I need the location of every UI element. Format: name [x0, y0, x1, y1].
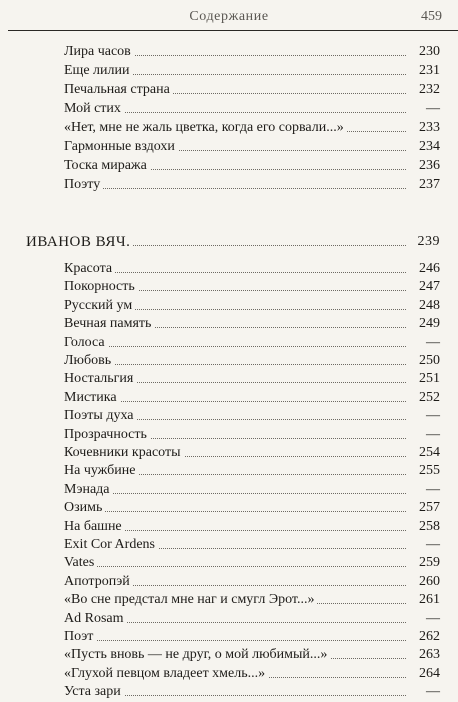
entry-title: «Глухой певцом владеет хмель...»: [64, 664, 268, 684]
entry-page-number: 234: [406, 137, 440, 157]
entry-title: Печальная страна: [64, 80, 173, 100]
entry-page-number: 232: [406, 80, 440, 100]
page-number: 459: [421, 9, 442, 24]
dot-leader: [64, 272, 406, 273]
entry-page-number: 262: [406, 627, 440, 647]
toc-entry: [64, 296, 440, 316]
entry-title: Поэту: [64, 175, 103, 195]
toc-entry: [64, 627, 440, 647]
entry-title: Тоска миража: [64, 156, 150, 176]
toc-entry: [64, 590, 440, 610]
entry-title: Апотропэй: [64, 572, 133, 592]
entry-title: Ad Rosam: [64, 609, 127, 629]
toc-entry: [64, 664, 440, 684]
entry-title: Vates: [64, 553, 97, 573]
toc-entry: [64, 61, 440, 81]
entry-page-number: —: [406, 609, 440, 629]
toc-entry: [64, 553, 440, 573]
toc-entry: [64, 572, 440, 592]
entry-title: Покорность: [64, 277, 138, 297]
entry-title: Прозрачность: [64, 425, 150, 445]
entry-page-number: 236: [406, 156, 440, 176]
entry-page-number: 254: [406, 443, 440, 463]
entry-page-number: —: [406, 333, 440, 353]
toc-entry: [64, 351, 440, 371]
entry-page-number: 252: [406, 388, 440, 408]
entry-title: Еще лилии: [64, 61, 133, 81]
entry-page-number: 259: [406, 553, 440, 573]
toc-entry: [64, 388, 440, 408]
entry-page-number: 247: [406, 277, 440, 297]
entry-title: Любовь: [64, 351, 114, 371]
entry-title: Мой стих: [64, 99, 124, 119]
dot-leader: [64, 346, 406, 347]
entry-page-number: 246: [406, 259, 440, 279]
toc-entry: [64, 369, 440, 389]
entry-title: На чужбине: [64, 461, 139, 481]
toc-entry: [64, 609, 440, 629]
toc-entry: [64, 406, 440, 426]
toc-entry: [64, 118, 440, 138]
entry-page-number: 230: [406, 42, 440, 62]
toc-entry: [64, 277, 440, 297]
entry-page-number: 237: [406, 175, 440, 195]
entry-page-number: 248: [406, 296, 440, 316]
dot-leader: [64, 566, 406, 567]
header-rule: [8, 30, 458, 31]
toc-entry: [64, 498, 440, 518]
toc-entry: [64, 259, 440, 279]
entry-title: Красота: [64, 259, 115, 279]
entry-title: «Нет, мне не жаль цветка, когда его сорвали...»: [64, 118, 347, 138]
entry-title: Озимь: [64, 498, 105, 518]
entry-title: Exit Cor Ardens: [64, 535, 158, 555]
entry-page-number: 255: [406, 461, 440, 481]
entry-page-number: 239: [406, 232, 440, 252]
toc-entry: [64, 137, 440, 157]
toc-entry: [64, 314, 440, 334]
entry-title: Гармонные вздохи: [64, 137, 178, 157]
entry-title: «Во сне предстал мне наг и смугл Эрот...»: [64, 590, 317, 610]
entry-page-number: 251: [406, 369, 440, 389]
dot-leader: [64, 364, 406, 365]
entry-title: Лира часов: [64, 42, 134, 62]
toc-entry: [64, 175, 440, 195]
entry-page-number: 258: [406, 517, 440, 537]
entry-page-number: 233: [406, 118, 440, 138]
toc-entry: [64, 42, 440, 62]
entry-page-number: —: [406, 425, 440, 445]
toc-entry: [64, 682, 440, 702]
entry-title: Поэты духа: [64, 406, 136, 426]
toc-entry: [64, 333, 440, 353]
entry-title: Поэт: [64, 627, 96, 647]
author-entry: [26, 232, 440, 252]
toc-entry: [64, 517, 440, 537]
entry-page-number: —: [406, 682, 440, 702]
entry-page-number: 250: [406, 351, 440, 371]
entry-page-number: 264: [406, 664, 440, 684]
entry-page-number: 260: [406, 572, 440, 592]
dot-leader: [64, 511, 406, 512]
entry-page-number: —: [406, 99, 440, 119]
toc-entry: [64, 80, 440, 100]
entry-page-number: 261: [406, 590, 440, 610]
entry-page-number: 263: [406, 645, 440, 665]
entry-title: Голоса: [64, 333, 108, 353]
entry-page-number: —: [406, 535, 440, 555]
entry-title: Уста зари: [64, 682, 124, 702]
entry-title: «Пусть вновь — не друг, о мой любимый...»: [64, 645, 330, 665]
author-name: ИВАНОВ ВЯЧ.: [26, 232, 133, 252]
entry-title: Мистика: [64, 388, 120, 408]
toc-entry: [64, 480, 440, 500]
entry-page-number: —: [406, 480, 440, 500]
toc-entry: [64, 645, 440, 665]
entry-title: Вечная память: [64, 314, 154, 334]
entry-title: Ностальгия: [64, 369, 136, 389]
toc-entry: [64, 156, 440, 176]
entry-title: Кочевники красоты: [64, 443, 184, 463]
entry-title: На башне: [64, 517, 125, 537]
entry-title: Мэнада: [64, 480, 113, 500]
entry-title: Русский ум: [64, 296, 135, 316]
entry-page-number: —: [406, 406, 440, 426]
toc-entry: [64, 535, 440, 555]
dot-leader: [64, 493, 406, 494]
dot-leader: [64, 640, 406, 641]
entry-page-number: 257: [406, 498, 440, 518]
toc-entry: [64, 99, 440, 119]
running-title: Содержание: [189, 9, 269, 24]
toc-entry: [64, 443, 440, 463]
entry-page-number: 249: [406, 314, 440, 334]
toc-entry: [64, 461, 440, 481]
entry-page-number: 231: [406, 61, 440, 81]
dot-leader: [64, 188, 406, 189]
toc-entry: [64, 425, 440, 445]
page-header: [0, 0, 458, 30]
